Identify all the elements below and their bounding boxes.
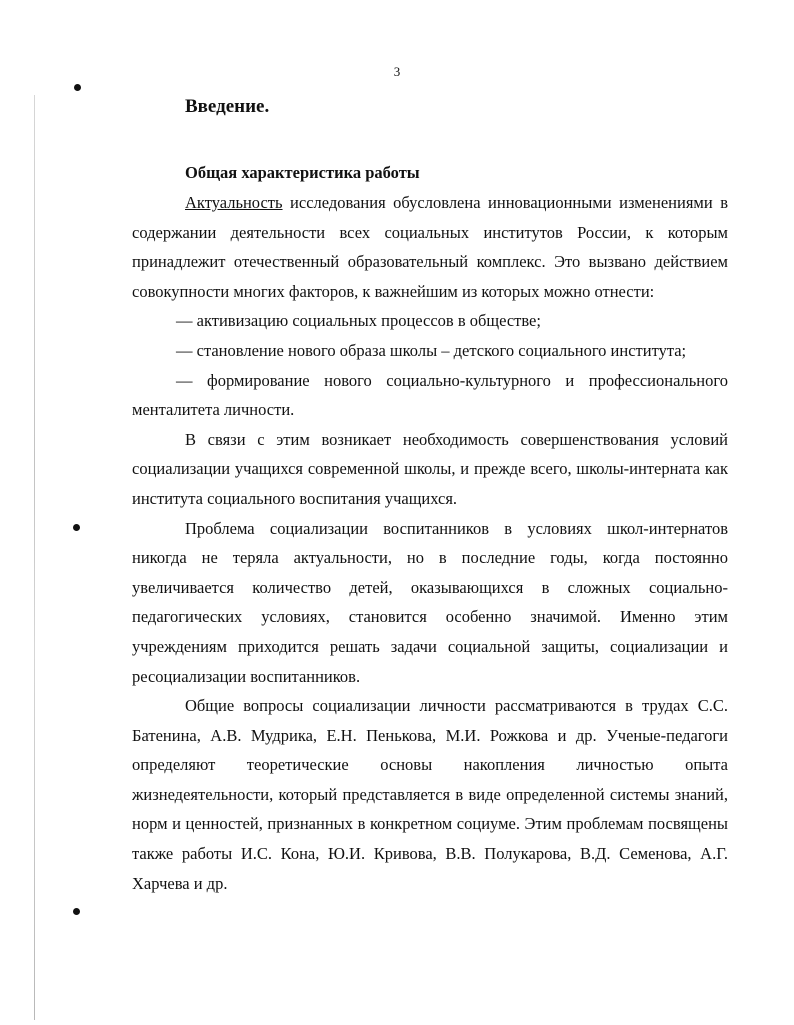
list-item: — формирование нового социально-культурного и профессионального менталитета личности. [132, 370, 728, 420]
list-item: — активизацию социальных процессов в обществе; [176, 311, 541, 331]
scan-margin-line [34, 95, 35, 1020]
paragraph: Общие вопросы социализации личности рассматриваются в трудах С.С. Батенина, А.В. Мудрика, Е.Н. Пенькова, М.И. Рожкова и др. Ученые-педагоги определяют теоретические основы накопления личностью опыта жизнедеятельности, который представляется в виде определенной системы знаний, норм и ценностей, признанных в конкретном социуме. Этим проблемам посвящены также работы И.С. Кона, Ю.И. Кривова, В.В. Полукарова, В.Д. Семенова, А.Г. Харчева и др. [132, 696, 728, 893]
section-heading: Введение. [185, 96, 270, 117]
body-text [132, 188, 728, 898]
punch-hole-mark [74, 84, 81, 91]
paragraph: Проблема социализации воспитанников в условиях школ-интернатов никогда не теряла актуальности, но в последние годы, когда постоянно увеличивается количество детей, оказывающихся в сложных социально-педагогических условиях, становится особенно значимой. Именно этим учреждениям приходится решать задачи социальной защиты, социализации и ресоциализации воспитанников. [132, 518, 728, 686]
punch-hole-mark [73, 908, 80, 915]
paragraph-text: исследования обусловлена инновационными изменениями в содержании деятельности всех социальных институтов России, к которым принадлежит отечественный образовательный комплекс. Это вызвано действием совокупности многих факторов, к важнейшим из которых можно отнести: [132, 193, 728, 301]
list-item: — становление нового образа школы – детского социального института; [176, 340, 687, 360]
relevance-term: Актуальность [185, 193, 283, 212]
section-subheading: Общая характеристика работы [185, 163, 420, 182]
punch-hole-mark [73, 524, 80, 531]
paragraph-relevance [132, 188, 728, 306]
paragraph: В связи с этим возникает необходимость совершенствования условий социализации учащихся современной школы, и прежде всего, школы-интерната как института социального воспитания учащихся. [132, 429, 728, 508]
page-number: 3 [393, 64, 401, 79]
